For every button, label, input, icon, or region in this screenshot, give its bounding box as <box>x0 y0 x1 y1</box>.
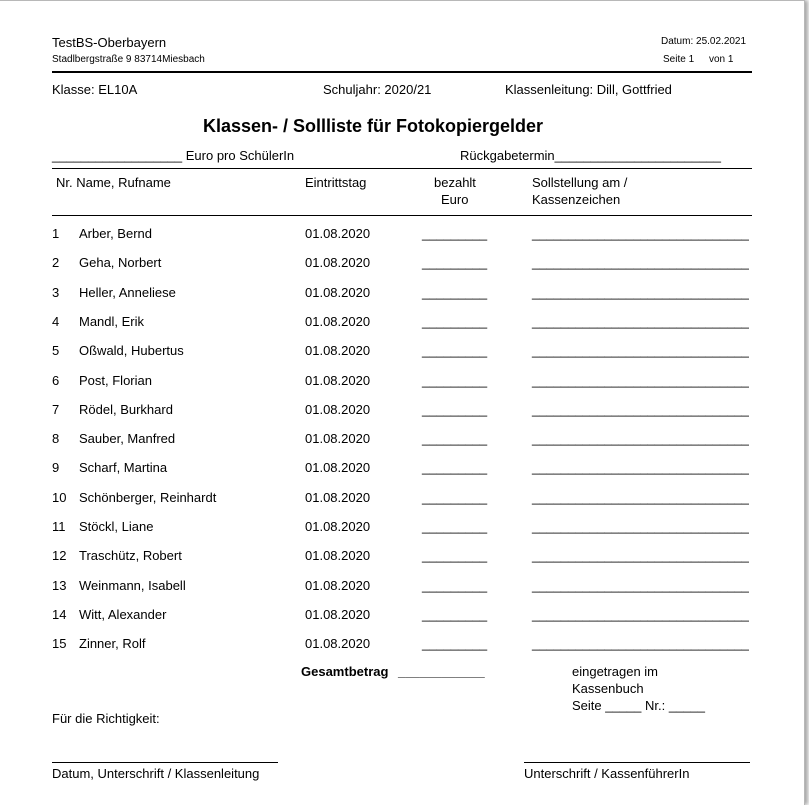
total-label: Gesamtbetrag <box>301 664 389 679</box>
row-paid-line: _________ <box>422 343 488 359</box>
row-paid-line: _________ <box>422 226 488 241</box>
euro-per-student: __________________ Euro pro SchülerIn <box>52 148 295 163</box>
column-header-kassenzeichen: Kassenzeichen <box>532 192 621 207</box>
row-sollstellung-line: ______________________________ <box>532 313 749 329</box>
school-address: Stadlbergstraße 9 83714Miesbach <box>52 54 205 65</box>
row-number: 9 <box>52 460 60 476</box>
column-header-eintritt: Eintrittstag <box>305 175 367 190</box>
row-paid-line: _________ <box>422 636 488 652</box>
row-sollstellung-line: ______________________________ <box>532 519 749 534</box>
school-year-label: Schuljahr: 2020/21 <box>323 82 432 97</box>
row-number: 8 <box>52 431 60 447</box>
column-header-soll: Sollstellung am / <box>532 175 628 190</box>
row-paid-line: _________ <box>422 606 488 622</box>
row-eintrittstag: 01.08.2020 <box>305 343 371 359</box>
column-header-euro: Euro <box>441 192 469 207</box>
row-sollstellung-line: ______________________________ <box>532 284 749 300</box>
table-row <box>52 402 752 422</box>
row-name: Sauber, Manfred <box>79 431 176 447</box>
kassenbuch-line-3: Seite _____ Nr.: _____ <box>572 698 705 713</box>
row-paid-line: _________ <box>422 431 488 447</box>
kassenbuch-line-2: Kassenbuch <box>572 681 644 696</box>
row-eintrittstag: 01.08.2020 <box>305 284 371 300</box>
row-paid-line: _________ <box>422 313 488 329</box>
row-name: Traschütz, Robert <box>79 548 182 564</box>
table-row <box>52 373 752 393</box>
row-number: 6 <box>52 372 60 388</box>
table-row <box>52 578 752 598</box>
row-number: 12 <box>52 548 67 564</box>
page-total: von 1 <box>709 54 734 65</box>
row-number: 10 <box>52 489 67 505</box>
column-header-nr-name: Nr. Name, Rufname <box>56 175 171 190</box>
row-eintrittstag: 01.08.2020 <box>305 636 371 652</box>
row-name: Mandl, Erik <box>79 313 145 329</box>
row-number: 5 <box>52 343 60 359</box>
row-paid-line: _________ <box>422 489 488 505</box>
row-sollstellung-line: ______________________________ <box>532 548 749 564</box>
table-row <box>52 548 752 568</box>
signature-line-right <box>524 762 750 763</box>
row-eintrittstag: 01.08.2020 <box>305 519 371 534</box>
row-sollstellung-line: ______________________________ <box>532 343 749 359</box>
row-name: Scharf, Martina <box>79 460 168 476</box>
row-sollstellung-line: ______________________________ <box>532 226 749 241</box>
row-name: Geha, Norbert <box>79 255 162 271</box>
row-name: Post, Florian <box>79 372 152 388</box>
table-header-divider <box>52 215 752 216</box>
table-row <box>52 255 752 275</box>
signature-line-left <box>52 762 278 763</box>
row-number: 15 <box>52 636 67 652</box>
row-name: Weinmann, Isabell <box>79 577 186 593</box>
row-eintrittstag: 01.08.2020 <box>305 489 371 505</box>
table-row <box>52 285 752 305</box>
table-row <box>52 343 752 363</box>
row-paid-line: _________ <box>422 519 488 534</box>
row-sollstellung-line: ______________________________ <box>532 372 749 388</box>
row-paid-line: _________ <box>422 255 488 271</box>
signature-label-right: Unterschrift / KassenführerIn <box>524 766 690 781</box>
row-number: 7 <box>52 401 60 417</box>
page-number: Seite 1 <box>663 54 695 65</box>
row-name: Oßwald, Hubertus <box>79 343 184 359</box>
table-row <box>52 519 752 539</box>
table-row <box>52 226 752 246</box>
class-teacher-label: Klassenleitung: Dill, Gottfried <box>505 82 672 97</box>
table-row <box>52 431 752 451</box>
row-sollstellung-line: ______________________________ <box>532 431 749 447</box>
row-eintrittstag: 01.08.2020 <box>305 313 371 329</box>
row-number: 4 <box>52 313 60 329</box>
row-sollstellung-line: ______________________________ <box>532 460 749 476</box>
column-header-bezahlt: bezahlt <box>434 175 476 190</box>
table-row <box>52 636 752 656</box>
row-name: Zinner, Rolf <box>79 636 146 652</box>
row-eintrittstag: 01.08.2020 <box>305 460 371 476</box>
table-top-divider <box>52 168 752 169</box>
row-sollstellung-line: ______________________________ <box>532 255 749 271</box>
row-name: Schönberger, Reinhardt <box>79 489 217 505</box>
row-paid-line: _________ <box>422 460 488 476</box>
row-eintrittstag: 01.08.2020 <box>305 431 371 447</box>
header-divider <box>52 71 752 73</box>
class-label: Klasse: EL10A <box>52 82 138 97</box>
row-sollstellung-line: ______________________________ <box>532 636 749 652</box>
school-name: TestBS-Oberbayern <box>52 35 167 50</box>
table-row <box>52 490 752 510</box>
row-eintrittstag: 01.08.2020 <box>305 372 371 388</box>
row-sollstellung-line: ______________________________ <box>532 489 749 505</box>
row-paid-line: _________ <box>422 548 488 564</box>
row-paid-line: _________ <box>422 401 488 417</box>
table-row <box>52 314 752 334</box>
row-eintrittstag: 01.08.2020 <box>305 606 371 622</box>
row-number: 14 <box>52 606 67 622</box>
print-date: Datum: 25.02.2021 <box>661 36 747 47</box>
row-number: 11 <box>52 519 66 534</box>
row-name: Heller, Anneliese <box>79 284 176 300</box>
row-sollstellung-line: ______________________________ <box>532 577 749 593</box>
row-eintrittstag: 01.08.2020 <box>305 255 371 271</box>
row-paid-line: _________ <box>422 577 488 593</box>
row-number: 2 <box>52 255 60 271</box>
return-date: Rückgabetermin_______________________ <box>460 148 721 163</box>
row-name: Witt, Alexander <box>79 606 167 622</box>
richtigkeit-label: Für die Richtigkeit: <box>52 711 160 726</box>
row-paid-line: _________ <box>422 372 488 388</box>
table-row <box>52 460 752 480</box>
row-number: 3 <box>52 284 60 300</box>
row-name: Stöckl, Liane <box>79 519 154 534</box>
page-title: Klassen- / Sollliste für Fotokopiergelder <box>203 116 544 136</box>
row-eintrittstag: 01.08.2020 <box>305 401 371 417</box>
signature-label-left: Datum, Unterschrift / Klassenleitung <box>52 766 260 781</box>
kassenbuch-line-1: eingetragen im <box>572 664 658 679</box>
row-number: 1 <box>52 226 60 241</box>
row-name: Rödel, Burkhard <box>79 401 173 417</box>
row-number: 13 <box>52 577 67 593</box>
row-name: Arber, Bernd <box>79 226 152 241</box>
row-eintrittstag: 01.08.2020 <box>305 226 371 241</box>
row-sollstellung-line: ______________________________ <box>532 401 749 417</box>
row-eintrittstag: 01.08.2020 <box>305 548 371 564</box>
total-line: ____________ <box>398 664 485 679</box>
row-paid-line: _________ <box>422 284 488 300</box>
table-row <box>52 607 752 627</box>
row-eintrittstag: 01.08.2020 <box>305 577 371 593</box>
row-sollstellung-line: ______________________________ <box>532 606 749 622</box>
